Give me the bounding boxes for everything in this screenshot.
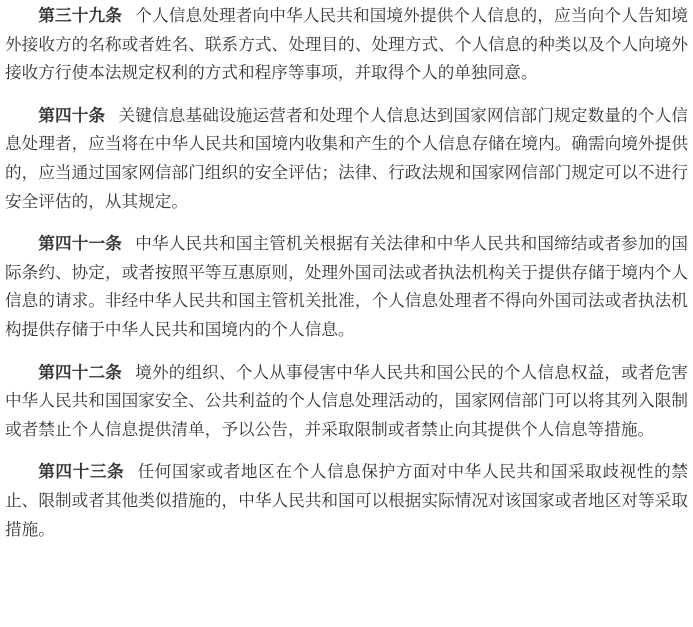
article-text: 个人信息处理者向中华人民共和国境外提供个人信息的，应当向个人告知境外接收方的名称或者姓名、联系方式、处理目的、处理方式、个人信息的种类以及个人向境外接收方行使本法规定权利的方式和程序等事项，并取得个人的单独同意。	[5, 6, 689, 83]
article-39	[5, 2, 688, 88]
article-number: 第四十二条	[38, 362, 122, 382]
article-text: 中华人民共和国主管机关根据有关法律和中华人民共和国缔结或者参加的国际条约、协定，或者按照平等互惠原则，处理外国司法或者执法机构关于提供存储于境内个人信息的请求。非经中华人民共和国主管机关批准，个人信息处理者不得向外国司法或者执法机构提供存储于中华人民共和国境内的个人信息。	[5, 234, 689, 339]
article-number: 第三十九条	[38, 6, 122, 25]
article-40	[5, 102, 688, 216]
document-body	[5, 2, 688, 558]
article-number: 第四十三条	[38, 462, 125, 482]
article-number: 第四十条	[38, 105, 106, 125]
article-41	[5, 230, 688, 344]
article-42	[5, 359, 688, 445]
article-text: 关键信息基础设施运营者和处理个人信息达到国家网信部门规定数量的个人信息处理者，应当将在中华人民共和国境内收集和产生的个人信息存储在境内。确需向境外提供的，应当通过国家网信部门组织的安全评估；法律、行政法规和国家网信部门规定可以不进行安全评估的，从其规定。	[5, 105, 688, 211]
article-text: 任何国家或者地区在个人信息保护方面对中华人民共和国采取歧视性的禁止、限制或者其他类似措施的，中华人民共和国可以根据实际情况对该国家或者地区对等采取措施。	[5, 462, 689, 539]
article-number: 第四十一条	[38, 234, 122, 254]
article-43	[5, 458, 688, 544]
article-text: 境外的组织、个人从事侵害中华人民共和国公民的个人信息权益，或者危害中华人民共和国国家安全、公共利益的个人信息处理活动的，国家网信部门可以将其列入限制或者禁止个人信息提供清单，予以公告，并采取限制或者禁止向其提供个人信息等措施。	[5, 362, 689, 439]
